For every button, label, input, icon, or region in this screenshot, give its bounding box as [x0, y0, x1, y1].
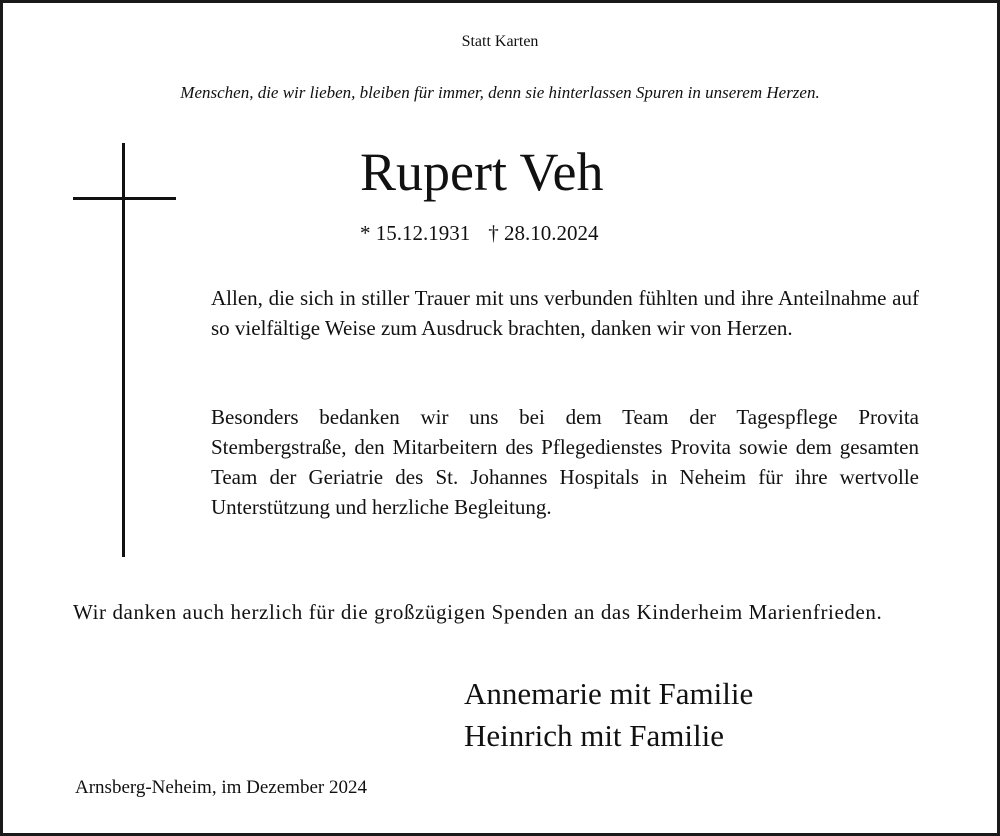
thanks-paragraph: Allen, die sich in stiller Trauer mit uns verbunden fühlten und ihre Anteilnahme auf so vielfältige Weise zum Ausdruck brachten, danken wir von Herzen.	[211, 286, 919, 340]
place-date: Arnsberg-Neheim, im Dezember 2024	[75, 777, 367, 798]
deceased-name: Rupert Veh	[360, 142, 604, 202]
death-date: † 28.10.2024	[488, 221, 599, 245]
signers	[464, 673, 753, 757]
special-thanks-paragraph: Besonders bedanken wir uns bei dem Team der Tagespflege Provita Stembergstraße, den Mitarbeitern des Pflegedienstes Provita sowie dem gesamten Team der Geriatrie des St. Johannes Hospitals in Neheim für ihre wertvolle Unterstützung und herzliche Begleitung.	[211, 405, 919, 519]
cross-horizontal-bar	[73, 197, 176, 200]
signer-2: Heinrich mit Familie	[464, 718, 725, 753]
notice-heading: Statt Karten	[461, 33, 539, 50]
birth-date: * 15.12.1931	[360, 221, 471, 245]
donations-paragraph: Wir danken auch herzlich für die großzügigen Spenden an das Kinderheim Marienfrieden.	[73, 600, 883, 624]
life-dates	[360, 221, 599, 246]
cross-vertical-bar	[122, 143, 125, 557]
motto-quote: Menschen, die wir lieben, bleiben für immer, denn sie hinterlassen Spuren in unserem Herzen.	[180, 83, 820, 102]
signer-1: Annemarie mit Familie	[464, 676, 754, 711]
